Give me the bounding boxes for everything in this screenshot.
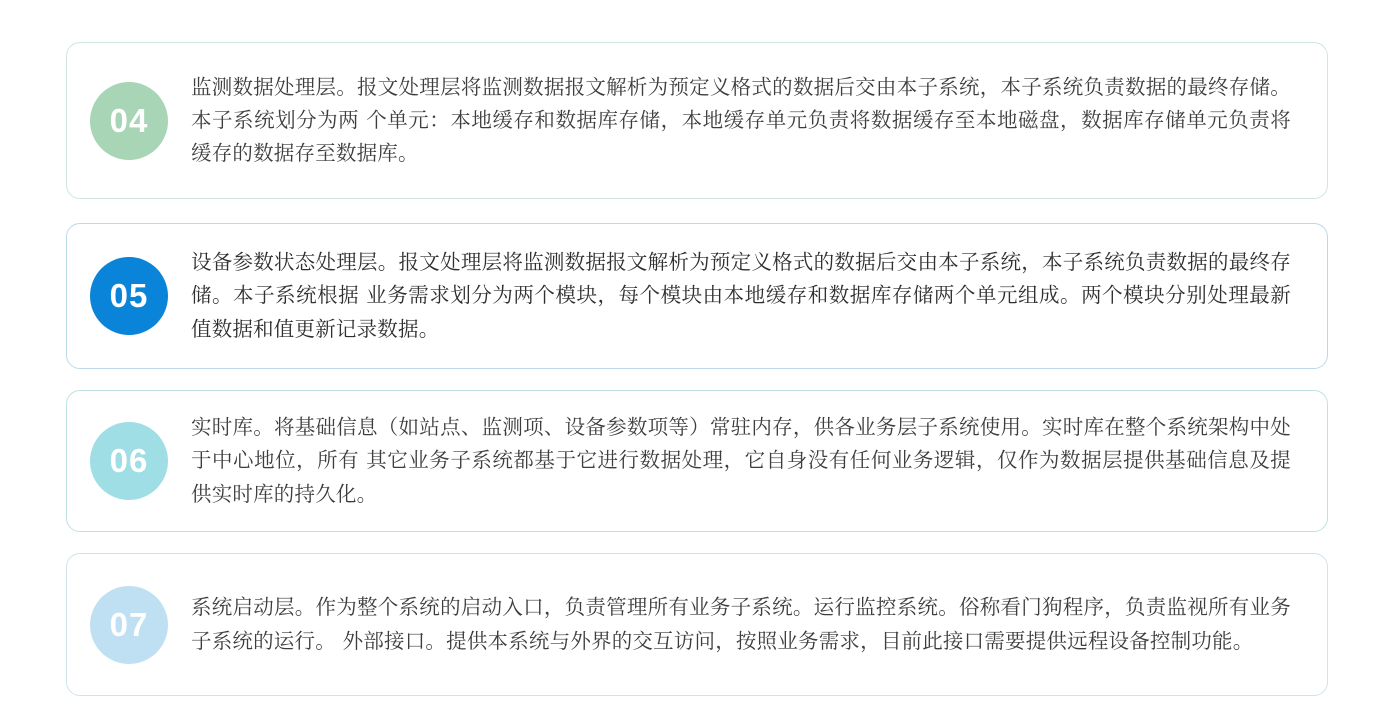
step-description: 实时库。将基础信息（如站点、监测项、设备参数项等）常驻内存，供各业务层子系统使用。实时库在整个系统架构中处于中心地位，所有 其它业务子系统都基于它进行数据处理，它自身没有任何业务逻辑，仅作为数据层提供基础信息及提供实时库的持久化。 — [191, 415, 1291, 506]
step-number-badge: 06 — [90, 422, 168, 500]
step-card-07 — [66, 553, 1328, 696]
step-description: 监测数据处理层。报文处理层将监测数据报文解析为预定义格式的数据后交由本子系统，本子系统负责数据的最终存储。本子系统划分为两 个单元：本地缓存和数据库存储，本地缓存单元负责将数据缓存至本地磁盘，数据库存储单元负责将缓存的数据存至数据库。 — [191, 74, 1291, 166]
step-number-badge: 05 — [90, 257, 168, 335]
step-description: 设备参数状态处理层。报文处理层将监测数据报文解析为预定义格式的数据后交由本子系统，本子系统负责数据的最终存储。本子系统根据 业务需求划分为两个模块，每个模块由本地缓存和数据库存储两个单元组成。两个模块分别处理最新值数据和值更新记录数据。 — [191, 250, 1291, 341]
step-badge-wrap-06 — [67, 422, 191, 500]
step-number-badge: 07 — [90, 586, 168, 664]
step-description: 系统启动层。作为整个系统的启动入口，负责管理所有业务子系统。运行监控系统。俗称看门狗程序，负责监视所有业务子系统的运行。 外部接口。提供本系统与外界的交互访问，按照业务需求，目前此接口需要提供远程设备控制功能。 — [191, 595, 1291, 653]
step-number-badge: 04 — [90, 82, 168, 160]
step-card-06 — [66, 390, 1328, 532]
step-badge-wrap-05 — [67, 257, 191, 335]
step-card-04 — [66, 42, 1328, 199]
step-badge-wrap-07 — [67, 586, 191, 664]
step-badge-wrap-04 — [67, 82, 191, 160]
step-card-05 — [66, 223, 1328, 369]
